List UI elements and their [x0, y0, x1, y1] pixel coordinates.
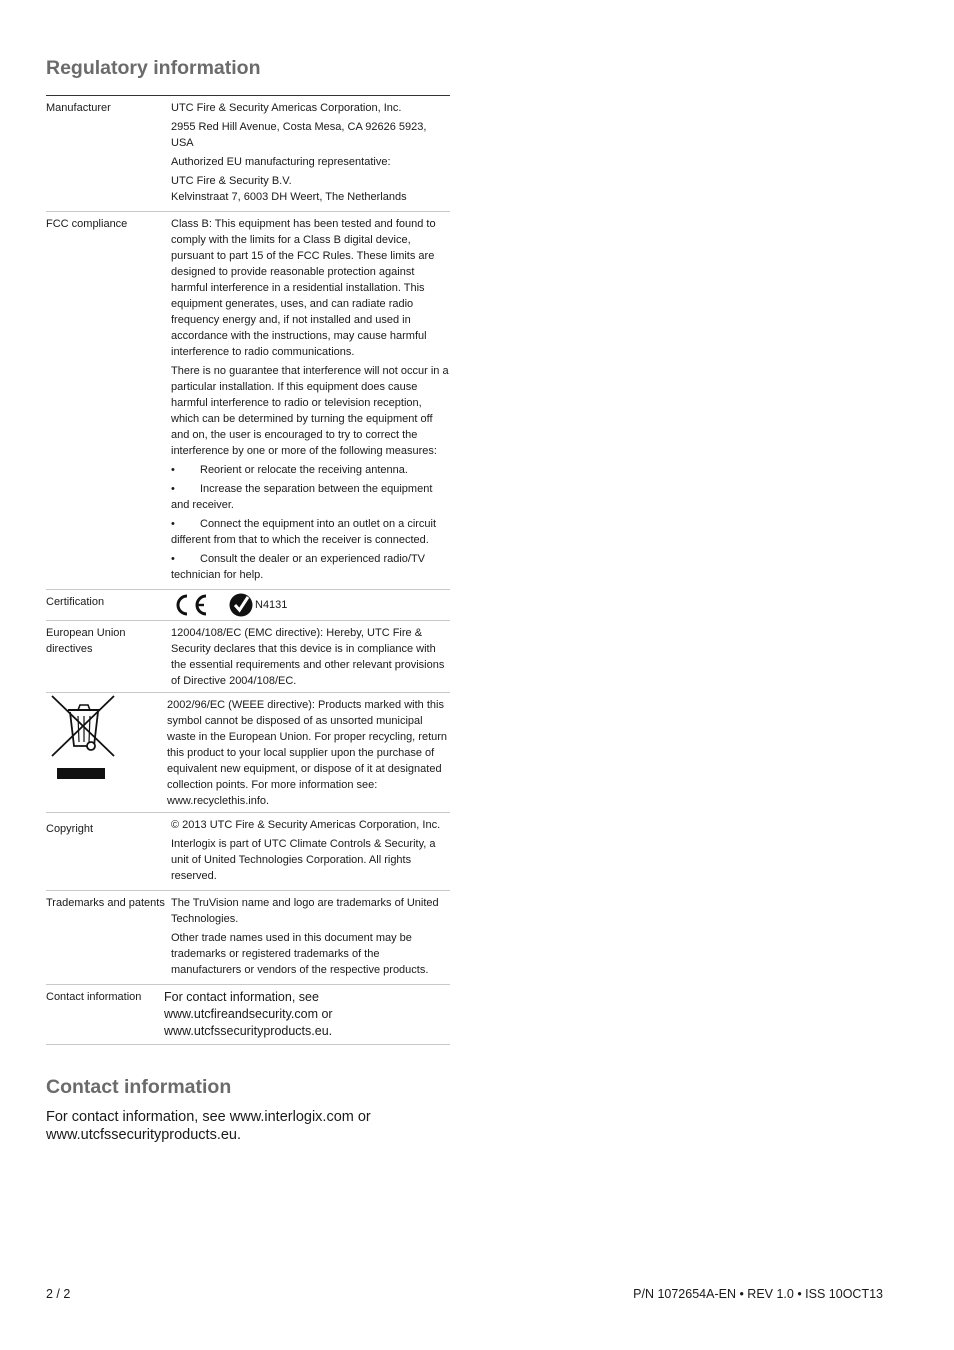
row-value: [171, 621, 450, 692]
table-row-eu-directives: [46, 621, 450, 693]
part-number: P/N 1072654A-EN • REV 1.0 • ISS 10OCT13: [633, 1287, 883, 1301]
copyright-line: © 2013 UTC Fire & Security Americas Corporation, Inc.: [171, 819, 441, 831]
manufacturer-line: UTC Fire & Security Americas Corporation, Inc.: [171, 102, 402, 114]
bullet-text-continued: different from that to which the receiver is connected.: [171, 534, 429, 546]
row-label: European Union directives: [46, 627, 126, 655]
row-label: Copyright: [46, 823, 94, 835]
manufacturer-line: Kelvinstraat 7, 6003 DH Weert, The Netherlands: [171, 191, 407, 203]
fcc-paragraph: There is no guarantee that interference will not occur in a particular installation. If this equipment does cause harmful interference to radio or television reception, which can be determined by turning the equipment off and on, the user is encouraged to try to correct the interference by one or more of the following measures:: [171, 365, 449, 457]
page-number: 2 / 2: [46, 1287, 71, 1301]
row-label: FCC compliance: [46, 218, 128, 230]
list-item: [171, 481, 450, 513]
row-value: [171, 212, 450, 589]
row-value: [171, 590, 450, 620]
bullet-text: Increase the separation between the equipment: [200, 483, 433, 495]
copyright-line: Interlogix is part of UTC Climate Controls & Security, a unit of United Technologies Corporation. All rights reserved.: [171, 838, 436, 882]
row-value: [171, 813, 450, 890]
crossed-out-wheelie-bin-icon: [50, 694, 120, 766]
row-value: [167, 693, 450, 812]
table-row-manufacturer: [46, 96, 450, 212]
list-item: [171, 551, 450, 583]
table-row-fcc: [46, 212, 450, 590]
row-label: Certification: [46, 596, 105, 608]
bullet-icon: •: [171, 464, 175, 476]
manufacturer-line: UTC Fire & Security B.V.: [171, 175, 292, 187]
bullet-text-continued: technician for help.: [171, 569, 264, 581]
weee-symbol: [46, 693, 167, 809]
row-label: Contact information: [46, 991, 142, 1003]
trademarks-paragraph: Other trade names used in this document may be trademarks or registered trademarks of the manufacturers or vendors of the respective products.: [171, 932, 429, 976]
fcc-paragraph: Class B: This equipment has been tested and found to comply with the limits for a Class B digital device, pursuant to part 15 of the FCC Rules. These limits are designed to provide reasonable protection against harmful interference in a residential installation. This equipment generates, uses, and can radiate radio frequency energy and, if not installed and used in accordance with the instructions, may cause harmful interference to radio communications.: [171, 218, 436, 358]
row-label: Trademarks and patents: [46, 897, 165, 909]
table-row-copyright: [46, 813, 450, 891]
trademarks-paragraph: The TruVision name and logo are trademarks of United Technologies.: [171, 897, 439, 925]
c-tick-icon: [229, 593, 253, 617]
table-row-certification: [46, 590, 450, 621]
manufacturer-line: Authorized EU manufacturing representative:: [171, 156, 391, 168]
manufacturer-line: 2955 Red Hill Avenue, Costa Mesa, CA 92626 5923, USA: [171, 121, 427, 149]
row-value: [171, 96, 450, 211]
weee-bar: [57, 768, 105, 779]
bullet-icon: •: [171, 518, 175, 530]
list-item: [171, 462, 450, 478]
bullet-text-continued: and receiver.: [171, 499, 234, 511]
ce-mark-icon: [171, 593, 209, 617]
regulatory-table: [46, 95, 450, 1045]
bullet-icon: •: [171, 553, 175, 565]
bullet-icon: •: [171, 483, 175, 495]
section-title-regulatory: Regulatory information: [46, 57, 261, 79]
table-row-contact: [46, 985, 450, 1045]
contact-text: For contact information, see www.interlogix.com or www.utcfssecurityproducts.eu.: [46, 1109, 371, 1143]
list-item: [171, 516, 450, 548]
section-title-contact: Contact information: [46, 1076, 232, 1098]
eu-text: 12004/108/EC (EMC directive): Hereby, UTC Fire & Security declares that this device is in compliance with the essential requirements and other relevant provisions of Directive 2004/108/EC.: [171, 627, 445, 687]
certification-code: N4131: [255, 599, 288, 611]
row-value: For contact information, see www.utcfireandsecurity.com or www.utcfssecurityproducts.eu.: [164, 990, 333, 1038]
bullet-text: Reorient or relocate the receiving antenna.: [200, 464, 408, 476]
row-value: [171, 891, 450, 984]
bullet-text: Consult the dealer or an experienced radio/TV: [200, 553, 426, 565]
table-row-trademarks: [46, 891, 450, 985]
row-label: Manufacturer: [46, 102, 111, 114]
weee-text: 2002/96/EC (WEEE directive): Products marked with this symbol cannot be disposed of as unsorted municipal waste in the European Union. For proper recycling, return this product to your local supplier upon the purchase of equivalent new equipment, or dispose of it at designated collection points. For more information see: www.recyclethis.info.: [167, 699, 448, 807]
bullet-text: Connect the equipment into an outlet on a circuit: [200, 518, 437, 530]
table-row-weee: [46, 693, 450, 813]
